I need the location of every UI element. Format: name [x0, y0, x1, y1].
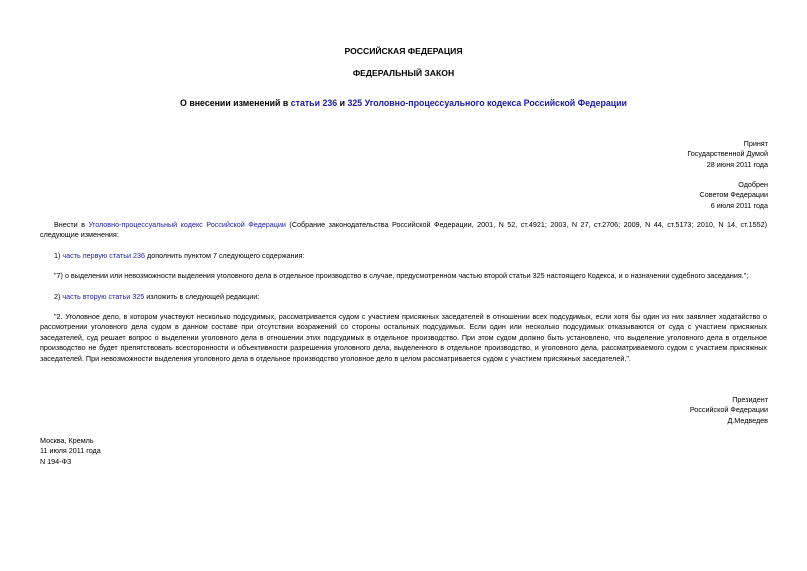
law-title [0, 98, 807, 108]
item-2-quote: "2. Уголовное дело, в котором участвуют несколько подсудимых, рассматривается судом с участием присяжных заседателей в отношении всех подсудимых, если хотя бы один из них заявляет ходатайство о рассмотрении уголовного дела судом в данном составе при отсутствии возражений со стороны остальных подсудимых. Если один или несколько подсудимых отказываются от суда с участием присяжных заседателей, суд решает вопрос о выделении уголовного дела в отношении этих подсудимых в отдельное производство. При этом судом должно быть установлено, что выделение уголовного дела в отдельное производство не будет препятствовать всесторонности и объективности разрешения уголовного дела, выделенного в отдельное производство, и уголовного дела, рассматриваемого судом с участием присяжных заседателей. При невозможности выделения уголовного дела в отдельное производство уголовное дело в целом рассматривается судом с участием присяжных заседателей.". [40, 312, 767, 363]
footer-number: N 194-ФЗ [40, 456, 72, 466]
adopted-body: Государственной Думой [687, 149, 768, 159]
title-prefix: О внесении изменений в [180, 98, 289, 108]
country-heading: РОССИЙСКАЯ ФЕДЕРАЦИЯ [344, 46, 463, 56]
item-1-quote: "7) о выделении или невозможности выделения уголовного дела в отдельное производство в случае, предусмотренном частью второй статьи 325 настоящего Кодекса, и о назначении судебного заседания."; [54, 271, 749, 280]
link-article-325-part-2[interactable]: часть вторую статьи 325 [62, 292, 145, 301]
intro-paragraph: Внести в Уголовно-процессуальный кодекс Российской Федерации (Собрание законодательства Российской Федерации, 2001, N 52, ст.4921; 2003, N 27, ст.2706; 2009, N 44, ст.5173; 2010, N 14, ст.1552) следующие изменения: [40, 220, 767, 240]
signature-name: Д.Медведев [727, 415, 768, 425]
approved-block [568, 180, 768, 211]
approved-label: Одобрен [738, 180, 768, 189]
doc-type-heading: ФЕДЕРАЛЬНЫЙ ЗАКОН [352, 68, 455, 78]
link-article-236-part-1[interactable]: часть первую статьи 236 [62, 251, 145, 260]
adopted-label: Принят [743, 139, 768, 148]
signature-country: Российской Федерации [689, 405, 768, 415]
footer-block [40, 436, 240, 467]
link-criminal-procedure-code[interactable]: Уголовно-процессуальный кодекс Российской Федерации [88, 220, 286, 229]
adopted-date: 28 июня 2011 года [706, 159, 768, 169]
approved-date: 6 июля 2011 года [710, 200, 768, 210]
title-link-article-236[interactable]: статьи 236 [290, 98, 338, 108]
adopted-block [568, 139, 768, 170]
footer-date: 11 июля 2011 года [40, 446, 101, 456]
item-1: 1) часть первую статьи 236 дополнить пунктом 7 следующего содержания: [54, 251, 305, 260]
item-2: 2) часть вторую статьи 325 изложить в следующей редакции: [54, 292, 260, 301]
approved-body: Советом Федерации [699, 190, 768, 200]
footer-place: Москва, Кремль [40, 436, 94, 445]
title-link-article-325[interactable]: 325 Уголовно-процессуального кодекса Российской Федерации [347, 98, 627, 108]
signature-block [568, 395, 768, 426]
title-and: и [339, 98, 345, 108]
signature-title: Президент [732, 395, 768, 404]
